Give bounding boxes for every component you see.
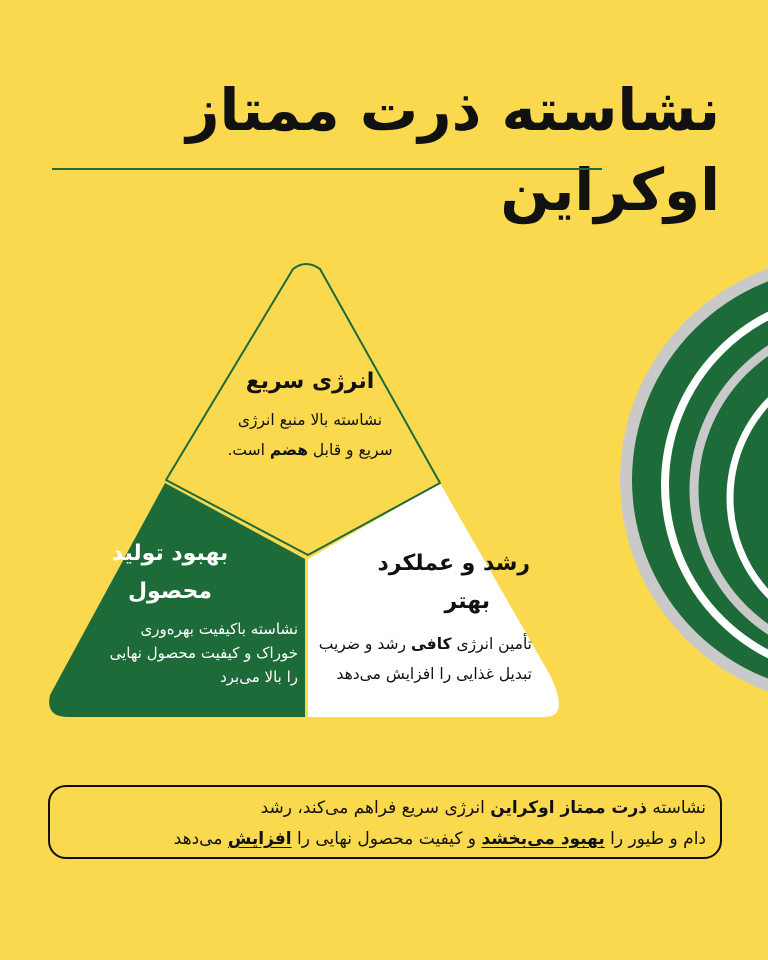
decorative-arcs xyxy=(600,180,768,780)
summary-box: نشاسته ذرت ممتاز اوکراین انرژی سریع فراهم می‌کند، رشد دام و طیور را بهبود می‌بخشد و کیفیت محصول نهایی را افزایش می‌دهد xyxy=(48,785,722,859)
highlight-improves: بهبود می‌بخشد xyxy=(481,829,605,849)
segment-description: تأمین انرژی کافی رشد و ضریب تبدیل غذایی را افزایش می‌دهد xyxy=(318,635,532,683)
segment-better-growth xyxy=(310,545,560,689)
highlight-increases: افزایش xyxy=(227,829,292,849)
segment-description: نشاسته بالا منبع انرژی سریع و قابل هضم است. xyxy=(227,411,393,459)
pyramid-diagram xyxy=(40,255,580,725)
segment-title: رشد و عملکرد بهتر xyxy=(377,551,530,614)
segment-title: بهبود تولید محصول xyxy=(111,541,229,604)
segment-fast-energy xyxy=(180,365,440,465)
page-title: نشاسته ذرت ممتاز اوکراین xyxy=(186,76,720,224)
segment-description: نشاسته باکیفیت بهره‌وری خوراک و کیفیت محصول نهایی را بالا می‌برد xyxy=(109,620,298,686)
segment-product-improvement xyxy=(50,535,300,689)
title-divider xyxy=(52,168,602,170)
segment-title: انرژی سریع xyxy=(245,369,375,394)
